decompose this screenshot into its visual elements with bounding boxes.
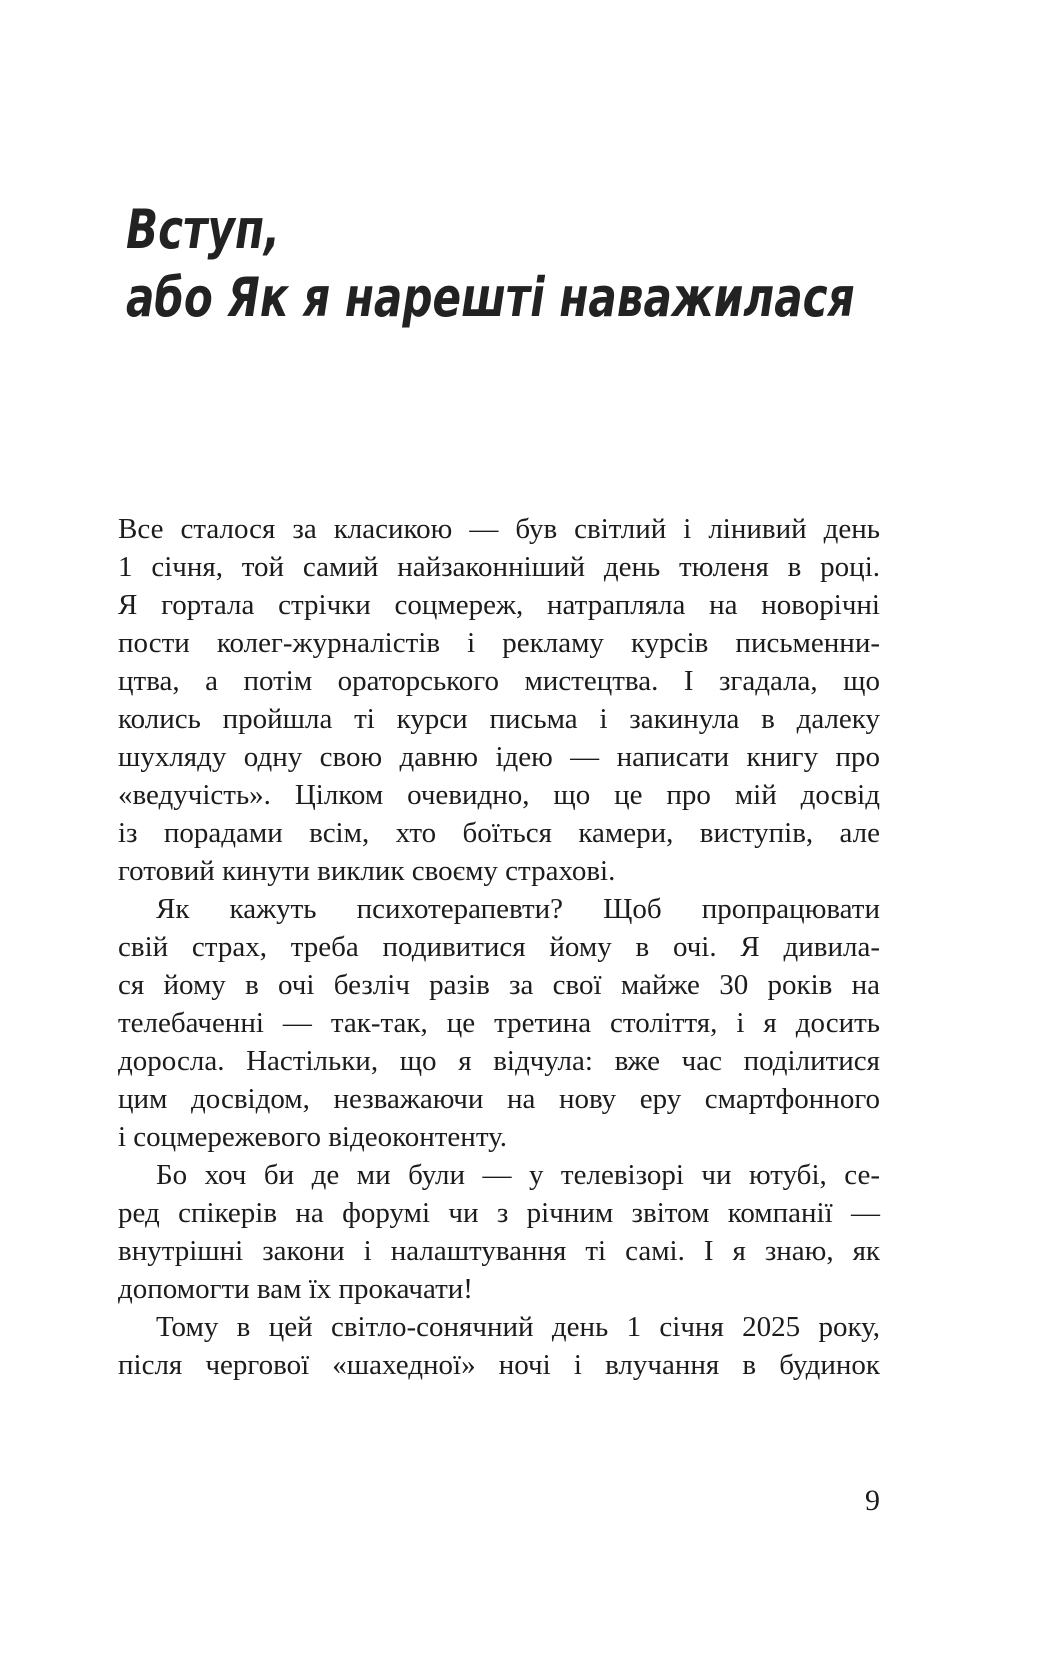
text-line: і соцмережевого відеоконтенту. bbox=[118, 1121, 507, 1153]
paragraph bbox=[118, 1308, 880, 1384]
text-line: 1 січня, той самий найзаконніший день тюленя в році. bbox=[118, 551, 880, 583]
text-line: доросла. Настільки, що я відчула: вже час поділитися bbox=[118, 1045, 880, 1077]
chapter-title-line1: Вступ, bbox=[126, 198, 281, 261]
paragraph bbox=[118, 1156, 880, 1308]
text-line: із порадами всім, хто боїться камери, виступів, але bbox=[118, 817, 880, 849]
body-text bbox=[118, 510, 880, 1384]
text-line: цтва, а потім ораторського мистецтва. І згадала, що bbox=[118, 665, 880, 697]
text-line: Як кажуть психотерапевти? Щоб пропрацювати bbox=[156, 893, 880, 925]
text-line: після чергової «шахедної» ночі і влучання в будинок bbox=[118, 1349, 880, 1381]
text-line: «ведучість». Цілком очевидно, що це про мій досвід bbox=[118, 779, 880, 811]
text-line: колись пройшла ті курси письма і закинула в далеку bbox=[118, 703, 880, 735]
text-line: шухляду одну свою давню ідею — написати книгу про bbox=[118, 741, 880, 773]
chapter-title bbox=[126, 196, 855, 332]
text-line: допомогти вам їх прокачати! bbox=[118, 1273, 473, 1305]
text-line: Тому в цей світло-сонячний день 1 січня 2025 року, bbox=[156, 1311, 880, 1343]
text-line: ся йому в очі безліч разів за свої майже 30 років на bbox=[118, 969, 880, 1001]
paragraph bbox=[118, 890, 880, 1156]
text-line: готовий кинути виклик своєму страхові. bbox=[118, 855, 616, 887]
text-line: пости колег-журналістів і рекламу курсів письменни- bbox=[118, 627, 880, 659]
text-line: свій страх, треба подивитися йому в очі. Я дивила- bbox=[118, 931, 880, 963]
text-line: ред спікерів на форумі чи з річним звітом компанії — bbox=[118, 1197, 880, 1229]
text-line: телебаченні — так-так, це третина століття, і я досить bbox=[118, 1007, 880, 1039]
text-line: Бо хоч би де ми були — у телевізорі чи ютубі, се- bbox=[156, 1159, 880, 1191]
page-number: 9 bbox=[865, 1484, 880, 1517]
text-line: Я гортала стрічки соцмереж, натрапляла на новорічні bbox=[118, 589, 880, 621]
text-line: цим досвідом, незважаючи на нову еру смартфонного bbox=[118, 1083, 880, 1115]
paragraph bbox=[118, 510, 880, 890]
text-line: Все сталося за класикою — був світлий і лінивий день bbox=[118, 513, 880, 545]
chapter-title-line2: або Як я нарешті наважилася bbox=[126, 266, 855, 329]
text-line: внутрішні закони і налаштування ті самі. І я знаю, як bbox=[118, 1235, 880, 1267]
